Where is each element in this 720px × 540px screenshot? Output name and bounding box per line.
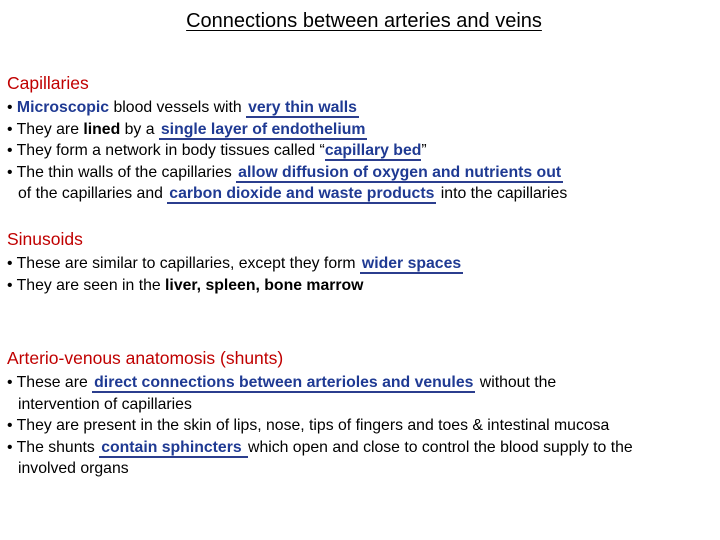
underlined-term: capillary bed xyxy=(324,142,422,160)
text: by a xyxy=(120,120,159,138)
bullet-marker: • xyxy=(7,417,17,435)
sinusoids-bullet-2 xyxy=(7,275,463,297)
bold-term: lined xyxy=(83,120,121,138)
shunts-bullet-1 xyxy=(7,372,633,394)
sinusoids-section xyxy=(7,229,463,296)
text: of the capillaries and xyxy=(18,185,168,203)
text: They form a network in body tissues called “ xyxy=(16,142,325,160)
capillaries-bullet-4-continued xyxy=(7,183,567,205)
capillaries-bullet-1 xyxy=(7,97,567,119)
capillaries-bullet-3 xyxy=(7,140,567,162)
text: intervention of capillaries xyxy=(18,395,192,413)
underlined-term: single layer of endothelium xyxy=(160,120,366,138)
shunts-bullet-3 xyxy=(7,437,633,459)
text: without the xyxy=(475,374,557,391)
bullet-marker: • xyxy=(7,99,17,116)
capillaries-bullet-2 xyxy=(7,119,567,141)
slide-title: Connections between arteries and veins xyxy=(186,10,542,32)
shunts-bullet-2 xyxy=(7,415,633,437)
capillaries-bullet-4 xyxy=(7,162,567,184)
text: The thin walls of the capillaries xyxy=(16,163,237,181)
text: The shunts xyxy=(16,438,100,456)
bold-term: liver, spleen, bone marrow xyxy=(165,276,364,294)
text: into the capillaries xyxy=(436,185,568,203)
bullet-marker: • xyxy=(7,276,17,294)
underlined-term: allow diffusion of oxygen and nutrients out xyxy=(238,163,562,181)
shunts-heading: Arterio-venous anatomosis (shunts) xyxy=(7,348,284,368)
shunts-section xyxy=(7,348,633,480)
text: They are xyxy=(16,120,84,138)
capillaries-section xyxy=(7,73,567,205)
sinusoids-bullet-1 xyxy=(7,253,463,275)
underlined-term: wider spaces xyxy=(361,255,462,272)
text: They are present in the skin of lips, nose, tips of fingers and toes & intestinal mucosa xyxy=(16,417,610,435)
bullet-marker: • xyxy=(7,374,17,391)
shunts-bullet-3-continued xyxy=(7,458,633,480)
bullet-marker: • xyxy=(7,255,17,272)
text: ” xyxy=(421,142,427,160)
text: These are xyxy=(16,374,93,391)
bullet-marker: • xyxy=(7,438,17,456)
shunts-bullet-1-continued xyxy=(7,394,633,416)
sinusoids-heading: Sinusoids xyxy=(7,229,83,249)
underlined-term: direct connections between arterioles and venules xyxy=(94,374,474,391)
capillaries-heading: Capillaries xyxy=(7,73,89,93)
text: involved organs xyxy=(18,460,129,478)
text: which open and close to control the blood supply to the xyxy=(248,438,633,456)
underlined-term: carbon dioxide and waste products xyxy=(169,185,435,203)
text: blood vessels with xyxy=(109,99,247,116)
bold-term: Microscopic xyxy=(16,99,110,116)
underlined-term: contain sphincters xyxy=(101,438,247,456)
text: They are seen in the xyxy=(16,276,166,294)
bullet-marker: • xyxy=(7,142,17,160)
text: These are similar to capillaries, except they form xyxy=(16,255,360,272)
bullet-marker: • xyxy=(7,163,17,181)
bullet-marker: • xyxy=(7,120,17,138)
underlined-term: very thin walls xyxy=(248,99,357,116)
